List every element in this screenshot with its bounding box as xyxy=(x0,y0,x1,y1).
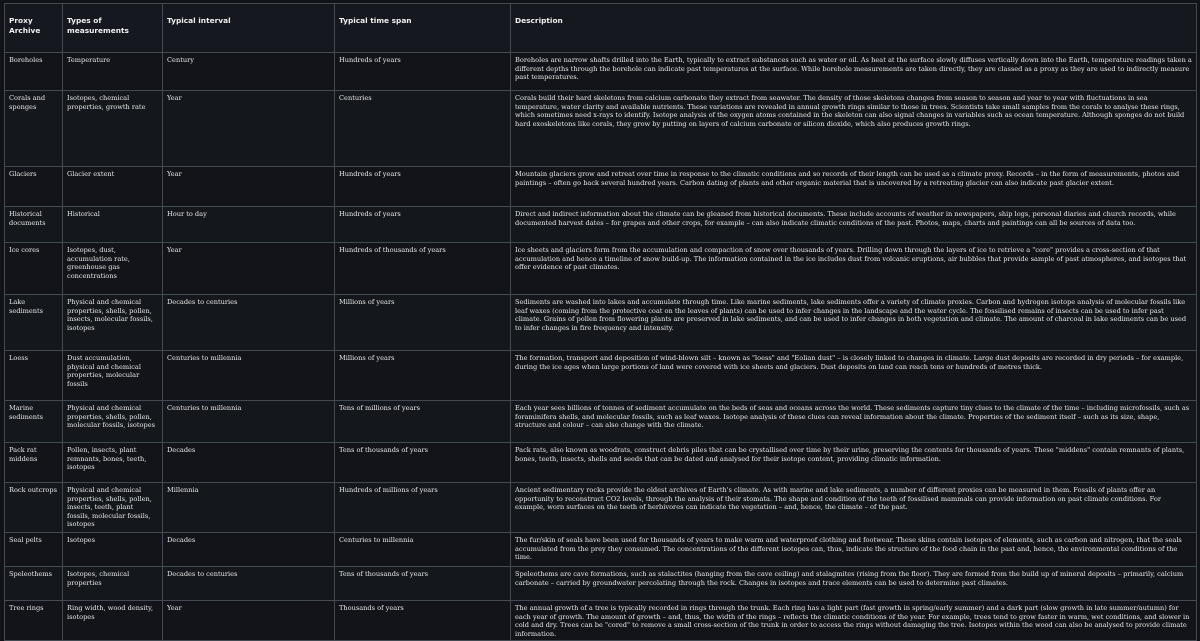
cell-description: Pack rats, also known as woodrats, construct debris piles that can be crystallised over time by their urine, preserving the contents for thousands of years. These "middens" contain remnants of plants, bones, teeth, insects, shells and seeds that can be dated and analysed for their isotope content, providing climatic information. xyxy=(511,443,1197,483)
cell-interval: Decades xyxy=(163,533,335,567)
cell-span: Hundreds of millions of years xyxy=(335,483,511,533)
cell-span: Hundreds of years xyxy=(335,207,511,243)
table-header xyxy=(5,4,1197,53)
table-row xyxy=(5,295,1197,351)
cell-archive: Tree rings xyxy=(5,601,63,641)
column-header-time-span: Typical time span xyxy=(335,4,511,53)
cell-measurements: Pollen, insects, plant remnants, bones, teeth, isotopes xyxy=(63,443,163,483)
cell-archive: Historical documents xyxy=(5,207,63,243)
header-row xyxy=(5,4,1197,53)
table-row xyxy=(5,91,1197,167)
column-header-measurements: Types of measurements xyxy=(63,4,163,53)
cell-archive: Marine sediments xyxy=(5,401,63,443)
table-row xyxy=(5,53,1197,91)
cell-interval: Century xyxy=(163,53,335,91)
cell-span: Centuries xyxy=(335,91,511,167)
cell-interval: Decades to centuries xyxy=(163,567,335,601)
cell-measurements: Historical xyxy=(63,207,163,243)
cell-measurements: Temperature xyxy=(63,53,163,91)
cell-span: Tens of millions of years xyxy=(335,401,511,443)
cell-measurements: Glacier extent xyxy=(63,167,163,207)
table-row xyxy=(5,351,1197,401)
cell-interval: Year xyxy=(163,91,335,167)
cell-span: Hundreds of years xyxy=(335,167,511,207)
cell-archive: Loess xyxy=(5,351,63,401)
cell-span: Hundreds of years xyxy=(335,53,511,91)
table-row xyxy=(5,443,1197,483)
cell-measurements: Physical and chemical properties, shells, pollen, insects, teeth, plant fossils, molecular fossils, isotopes xyxy=(63,483,163,533)
cell-interval: Centuries to millennia xyxy=(163,351,335,401)
cell-span: Tens of thousands of years xyxy=(335,567,511,601)
cell-description: Each year sees billions of tonnes of sediment accumulate on the beds of seas and oceans across the world. These sediments capture tiny clues to the climate of the time – including microfossils, such as foraminifera shells, and molecular fossils, such as leaf waxes. Isotope analysis of these clues can reveal information about the climate. Properties of the sediment itself – such as its size, shape, structure and colour – can also change with the climate. xyxy=(511,401,1197,443)
cell-span: Tens of thousands of years xyxy=(335,443,511,483)
cell-archive: Speleothems xyxy=(5,567,63,601)
cell-interval: Decades xyxy=(163,443,335,483)
cell-description: Boreholes are narrow shafts drilled into the Earth, typically to extract substances such as water or oil. As heat at the surface slowly diffuses vertically down into the Earth, temperature readings taken a different depths through the borehole can indicate past temperatures at the surface. While borehole measurements are taken directly, they are classed as a proxy as they are used to indirectly measure past temperatures. xyxy=(511,53,1197,91)
cell-archive: Ice cores xyxy=(5,243,63,295)
table-row xyxy=(5,207,1197,243)
cell-measurements: Dust accumulation, physical and chemical properties, molecular fossils xyxy=(63,351,163,401)
cell-measurements: Isotopes, dust, accumulation rate, greenhouse gas concentrations xyxy=(63,243,163,295)
proxy-archive-table xyxy=(4,3,1197,641)
cell-span: Centuries to millennia xyxy=(335,533,511,567)
cell-description: Ancient sedimentary rocks provide the oldest archives of Earth's climate. As with marine and lake sediments, a number of different proxies can be measured in them. Fossils of plants offer an opportunity to reconstruct CO2 levels, through the analysis of their stomata. The shape and condition of the teeth of fossilised mammals can provide information on past climate conditions. For example, worn surfaces on the teeth of herbivores can indicate the vegetation – and, hence, the climate – of the past. xyxy=(511,483,1197,533)
cell-description: Corals build their hard skeletons from calcium carbonate they extract from seawater. The density of those skeletons changes from season to season and year to year with fluctuations in sea temperature, water clarity and available nutrients. These variations are revealed in annual growth rings similar to those in trees. Scientists take small samples from the corals to analyse these rings, which sometimes need x-rays to identify. Isotope analysis of the oxygen atoms contained in the skeleton can also signal changes in variables such as ocean temperature. Although sponges do not build hard exoskeletons like corals, they grow by putting on layers of calcium carbonate or silicon dioxide, which also produces growth rings. xyxy=(511,91,1197,167)
cell-span: Hundreds of thousands of years xyxy=(335,243,511,295)
cell-description: Mountain glaciers grow and retreat over time in response to the climatic conditions and so records of their length can be used as a climate proxy. Records – in the form of measurements, photos and paintings – often go back several hundred years. Carbon dating of plants and other organic material that is uncovered by a retreating glacier can also indicate past glacier extent. xyxy=(511,167,1197,207)
cell-measurements: Physical and chemical properties, shells, pollen, molecular fossils, isotopes xyxy=(63,401,163,443)
cell-description: The annual growth of a tree is typically recorded in rings through the trunk. Each ring has a light part (fast growth in spring/early summer) and a dark part (slow growth in late summer/autumn) for each year of growth. The amount of growth – and, thus, the width of the rings – reflects the climatic conditions of the year. For example, trees tend to grow faster in warm, wet conditions, and slower in cold and dry. Trees can be "cored" to remove a small cross-section of the trunk in order to access the rings without damaging the tree. Isotopes within the wood can also be analysed to provide climate information. xyxy=(511,601,1197,641)
cell-archive: Lake sediments xyxy=(5,295,63,351)
table-row xyxy=(5,601,1197,641)
cell-archive: Seal pelts xyxy=(5,533,63,567)
cell-interval: Centuries to millennia xyxy=(163,401,335,443)
cell-interval: Year xyxy=(163,167,335,207)
cell-description: Ice sheets and glaciers form from the accumulation and compaction of snow over thousands of years. Drilling down through the layers of ice to retrieve a "core" provides a cross-section of that accumulation and hence a timeline of snow build-up. The information contained in the ice includes dust from volcanic eruptions, air bubbles that provide sample of past atmospheres, and isotopes that offer evidence of past climates. xyxy=(511,243,1197,295)
column-header-proxy-archive: Proxy Archive xyxy=(5,4,63,53)
cell-span: Millions of years xyxy=(335,295,511,351)
cell-interval: Millennia xyxy=(163,483,335,533)
table-row xyxy=(5,401,1197,443)
table-row xyxy=(5,167,1197,207)
table-body xyxy=(5,53,1197,641)
cell-description: The fur/skin of seals have been used for thousands of years to make warm and waterproof clothing and footwear. These skins contain isotopes of elements, such as carbon and nitrogen, that the seals accumulated from the prey they consumed. The concentrations of the different isotopes can, thus, indicate the structure of the food chain in the past and, hence, the environmental conditions of the time. xyxy=(511,533,1197,567)
cell-archive: Rock outcrops xyxy=(5,483,63,533)
cell-archive: Pack rat middens xyxy=(5,443,63,483)
cell-measurements: Isotopes, chemical properties xyxy=(63,567,163,601)
table-row xyxy=(5,243,1197,295)
cell-span: Thousands of years xyxy=(335,601,511,641)
table-row xyxy=(5,483,1197,533)
cell-archive: Corals and sponges xyxy=(5,91,63,167)
column-header-description: Description xyxy=(511,4,1197,53)
table-row xyxy=(5,567,1197,601)
column-header-interval: Typical interval xyxy=(163,4,335,53)
cell-measurements: Isotopes, chemical properties, growth rate xyxy=(63,91,163,167)
cell-measurements: Isotopes xyxy=(63,533,163,567)
cell-interval: Decades to centuries xyxy=(163,295,335,351)
cell-span: Millions of years xyxy=(335,351,511,401)
table-row xyxy=(5,533,1197,567)
cell-interval: Year xyxy=(163,243,335,295)
cell-measurements: Ring width, wood density, isotopes xyxy=(63,601,163,641)
cell-description: Direct and indirect information about the climate can be gleaned from historical documents. These include accounts of weather in newspapers, ship logs, personal diaries and church records, while documented harvest dates – for grapes and other crops, for example – can also indicate climatic conditions of the past. Photos, maps, charts and paintings can all be sources of data too. xyxy=(511,207,1197,243)
cell-description: The formation, transport and deposition of wind-blown silt – known as "loess" and "Eolian dust" – is closely linked to changes in climate. Large dust deposits are recorded in dry periods – for example, during the ice ages when large portions of land were covered with ice sheets and glaciers. Dust deposits on land can reach tens or hundreds of metres thick. xyxy=(511,351,1197,401)
cell-interval: Year xyxy=(163,601,335,641)
cell-description: Sediments are washed into lakes and accumulate through time. Like marine sediments, lake sediments offer a variety of climate proxies. Carbon and hydrogen isotope analysis of molecular fossils like leaf waxes (coming from the protective coat on the leaves of plants) can be used to infer changes in the landscape and the water cycle. The fossilised remains of insects can be used to infer past climate. Grains of pollen from flowering plants are preserved in lake sediments, and can be used to infer changes in both vegetation and climate. The amount of charcoal in lake sediments can be used to infer changes in fire frequency and intensity. xyxy=(511,295,1197,351)
cell-archive: Glaciers xyxy=(5,167,63,207)
cell-measurements: Physical and chemical properties, shells, pollen, insects, molecular fossils, isotopes xyxy=(63,295,163,351)
cell-description: Speleothems are cave formations, such as stalactites (hanging from the cave ceiling) and stalagmites (rising from the floor). They are formed from the build up of mineral deposits – primarily, calcium carbonate – carried by groundwater percolating through the rock. Changes in isotopes and trace elements can be used to determine past climates. xyxy=(511,567,1197,601)
cell-archive: Boreholes xyxy=(5,53,63,91)
cell-interval: Hour to day xyxy=(163,207,335,243)
